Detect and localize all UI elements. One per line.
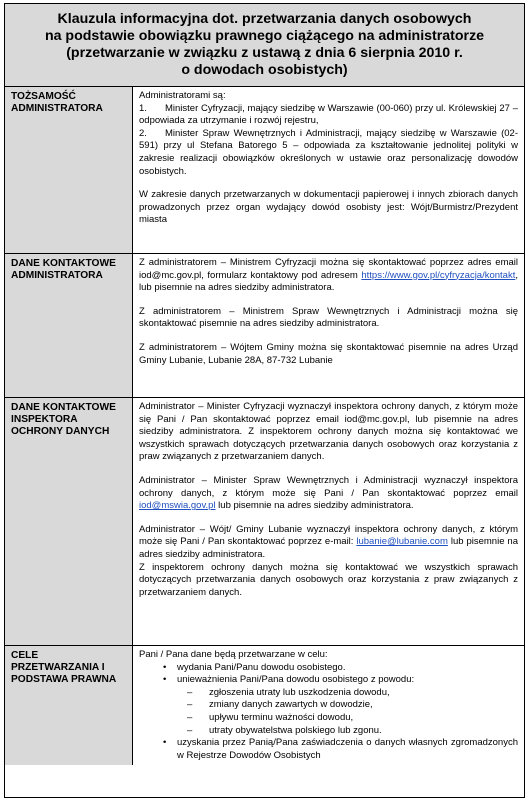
reason-item: – upływu terminu ważności dowodu, <box>187 712 518 725</box>
dpo-contact-scope: Z inspektorem ochrony danych można się kontaktować we wszystkich sprawach dotyczących przetwarzania danych osobowych oraz korzystania z praw związanych z przetwarzaniem danych. <box>139 561 518 598</box>
item-number: 2. <box>139 127 147 139</box>
section-label: DANE KONTAKTOWE INSPEKTORA OCHRONY DANYCH <box>5 398 133 645</box>
text-segment: lub pisemnie na adres siedziby administratora. <box>139 536 518 560</box>
purposes-intro: Pani / Pana dane będą przetwarzane w celu: <box>139 649 328 660</box>
text-segment: Z administratorem – Ministrem Cyfryzacji można się skontaktować poprzez adres email iod@mc.gov.pl, formularz kontaktowy pod adresem <box>139 257 518 281</box>
section-administrator-contact <box>5 254 524 398</box>
document-header <box>5 4 524 87</box>
document-title: Klauzula informacyjna dot. przetwarzania danych osobowych na podstawie obowiązku prawnego ciążącego na administratorze (przetwarzanie w związku z ustawą z dnia 6 sierpnia 2010 r. o dowodach osobistych) <box>44 11 485 78</box>
dpo-municipality <box>139 524 518 562</box>
administrator-item-1 <box>139 103 518 128</box>
dpo-lubanie-email-link[interactable]: lubanie@lubanie.com <box>356 536 448 548</box>
section-administrator-identity <box>5 87 524 254</box>
item-number: 1. <box>139 102 147 114</box>
purpose-item: • uzyskania przez Panią/Pana zaświadczenia o danych własnych zgromadzonych w Rejestrze Dowodów Osobistych <box>167 737 518 762</box>
purpose-item: • wydania Pani/Panu dowodu osobistego. <box>167 662 518 675</box>
section-label: DANE KONTAKTOWE ADMINISTRATORA <box>5 254 133 397</box>
purpose-item-text: unieważnienia Pani/Pana dowodu osobistego z powodu: <box>177 674 415 686</box>
section-content <box>133 398 524 645</box>
text-segment: lub pisemnie na adres siedziby administratora. <box>215 500 414 512</box>
information-clause-document <box>4 3 525 798</box>
reason-item: – zgłoszenia utraty lub uszkodzenia dowodu, <box>187 687 518 700</box>
paper-records-administrator: W zakresie danych przetwarzanych w dokumentacji papierowej i innych zbiorach danych prowadzonych przez organ wydający dowód osobisty jest: Wójt/Burmistrz/Prezydent miasta <box>139 189 518 226</box>
dpo-mswia-email-link[interactable]: iod@mswia.gov.pl <box>139 500 216 512</box>
contact-municipality: Z administratorem – Wójtem Gminy można się skontaktować pisemnie na adres Urząd Gminy Lubanie, Lubanie 28A, 87-732 Lubanie <box>139 341 518 366</box>
item-text: Minister Spraw Wewnętrznych i Administracji, mający siedzibę w Warszawie (02-591) przy ul Stefana Batorego 5 – odpowiada za kształtowanie jednolitej polityki w zakresie realizacji obowiązków określonych w ustawie oraz personalizację dowodów osobistych. <box>139 127 518 177</box>
item-text: Minister Cyfryzacji, mający siedzibę w Warszawie (00-060) przy ul. Królewskiej 27 – odpowiada za utrzymanie i rozwój rejestru, <box>139 102 518 127</box>
text-segment: Administrator – Wójt/ Gminy Lubanie wyznaczył inspektora ochrony danych, z którym może się Pani / Pan skontaktować poprzez e-mail: <box>139 523 518 548</box>
administrators-intro: Administratorami są: <box>139 90 226 101</box>
reason-item: – zmiany danych zawartych w dowodzie, <box>187 699 518 712</box>
text-segment: , lub pisemnie na adres siedziby administratora. <box>139 269 518 294</box>
section-content <box>133 254 524 397</box>
dpo-ministry-digital: Administrator – Minister Cyfryzacji wyznaczył inspektora ochrony danych, z którym może się Pani / Pan skontaktować poprzez email iod@mc.gov.pl, lub pisemnie na adres siedziby administratora. Z inspektorem ochrony danych można się kontaktować we wszystkich sprawach dotyczących przetwarzania danych osobowych oraz korzystania z praw związanych z przetwarzaniem danych. <box>139 401 518 463</box>
purposes-list <box>139 662 518 763</box>
contact-ministry-interior: Z administratorem – Ministrem Spraw Wewnętrznych i Administracji można się skontaktować pisemnie na adres siedziby administratora. <box>139 305 518 330</box>
contact-ministry-digital <box>139 257 518 295</box>
section-content <box>133 87 524 253</box>
section-label: CELE PRZETWARZANIA I PODSTAWA PRAWNA <box>5 646 133 765</box>
section-content <box>133 646 524 765</box>
invalidation-reasons-list <box>177 687 518 737</box>
section-processing-purposes <box>5 646 524 765</box>
text-segment: Administrator – Minister Spraw Wewnętrznych i Administracji wyznaczył inspektora ochrony danych, z którym może się Pani / Pan skontaktować poprzez email <box>139 474 518 499</box>
administrator-item-2 <box>139 128 518 178</box>
reason-item: – utraty obywatelstwa polskiego lub zgonu. <box>187 725 518 738</box>
section-label: TOŻSAMOŚĆ ADMINISTRATORA <box>5 87 133 253</box>
purpose-item <box>167 674 518 737</box>
contact-form-link[interactable]: https://www.gov.pl/cyfryzacja/kontakt <box>361 269 516 281</box>
dpo-ministry-interior <box>139 475 518 513</box>
section-dpo-contact <box>5 398 524 646</box>
